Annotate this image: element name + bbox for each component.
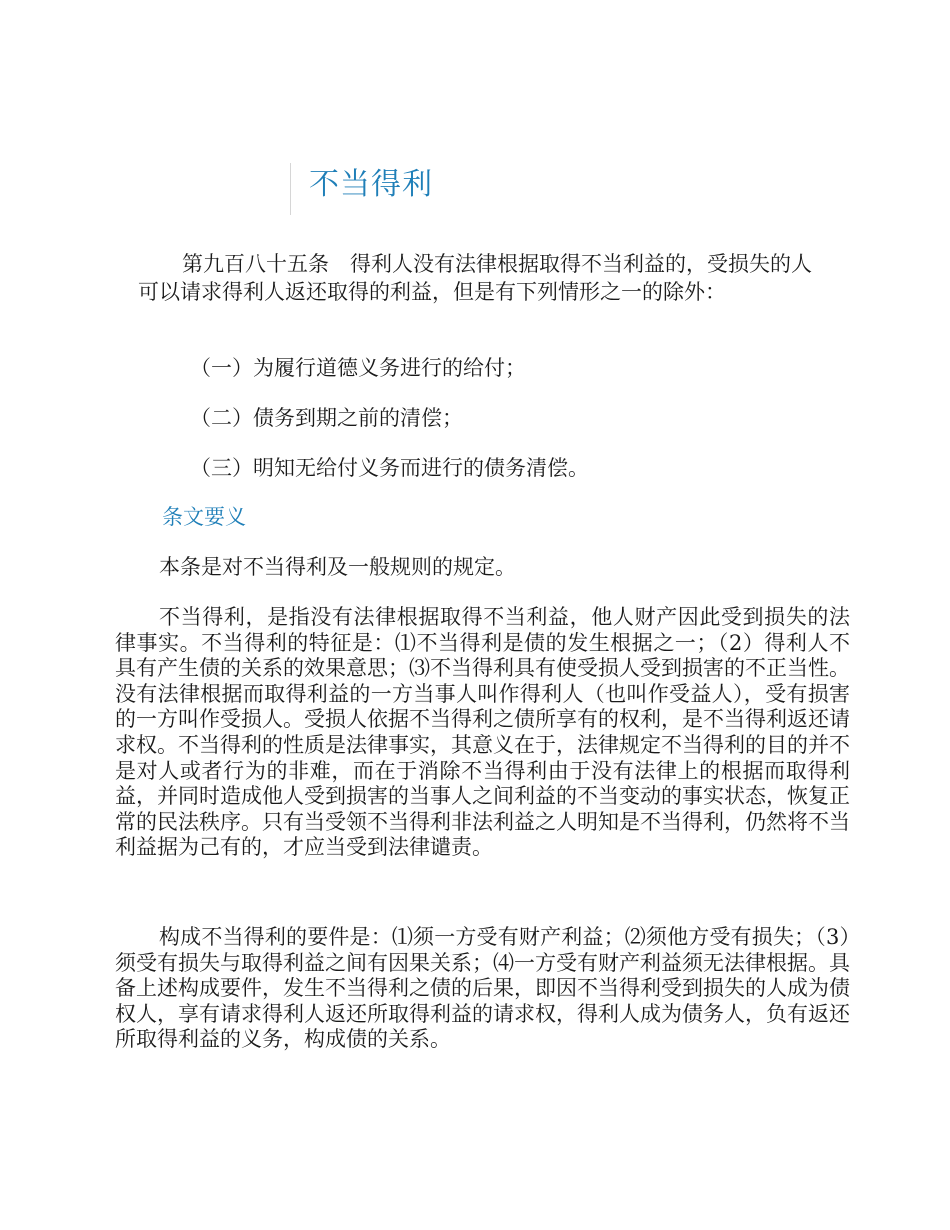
article-text: 第九百八十五条 得利人没有法律根据取得不当利益的，受损失的人可以请求得利人返还取得的利益，但是有下列情形之一的除外： <box>138 252 812 304</box>
page-title: 不当得利 <box>309 167 433 202</box>
article-985 <box>138 250 818 306</box>
list-item: （二）债务到期之前的清偿； <box>190 406 463 430</box>
title-block <box>290 163 433 215</box>
list-item: （一）为履行道德义务进行的给付； <box>190 356 526 380</box>
paragraph-elements: 构成不当得利的要件是：⑴须一方受有财产利益；⑵须他方受有损失；（3）须受有损失与取得利益之间有因果关系；⑷一方受有财产利益须无法律根据。具备上述构成要件，发生不当得利之债的后果，即因不当得利受到损失的人成为债权人，享有请求得利人返还所取得利益的请求权，得利人成为债务人，负有返还所取得利益的义务，构成债的关系。 <box>115 925 850 1052</box>
paragraph-definition: 不当得利，是指没有法律根据取得不当利益，他人财产因此受到损失的法律事实。不当得利的特征是：⑴不当得利是债的发生根据之一；（2）得利人不具有产生债的关系的效果意思；⑶不当得利具有使受损人受到损害的不正当性。没有法律根据而取得利益的一方当事人叫作得利人（也叫作受益人），受有损害的一方叫作受损人。受损人依据不当得利之债所享有的权利，是不当得利返还请求权。不当得利的性质是法律事实，其意义在于，法律规定不当得利的目的并不是对人或者行为的非难，而在于消除不当得利由于没有法律上的根据而取得利益，并同时造成他人受到损害的当事人之间利益的不当变动的事实状态，恢复正常的民法秩序。只有当受领不当得利非法利益之人明知是不当得利，仍然将不当利益据为己有的，才应当受到法律谴责。 <box>115 605 850 860</box>
paragraph-summary: 本条是对不当得利及一般规则的规定。 <box>159 555 516 579</box>
section-heading: 条文要义 <box>162 505 246 529</box>
list-item: （三）明知无给付义务而进行的债务清偿。 <box>190 456 589 480</box>
